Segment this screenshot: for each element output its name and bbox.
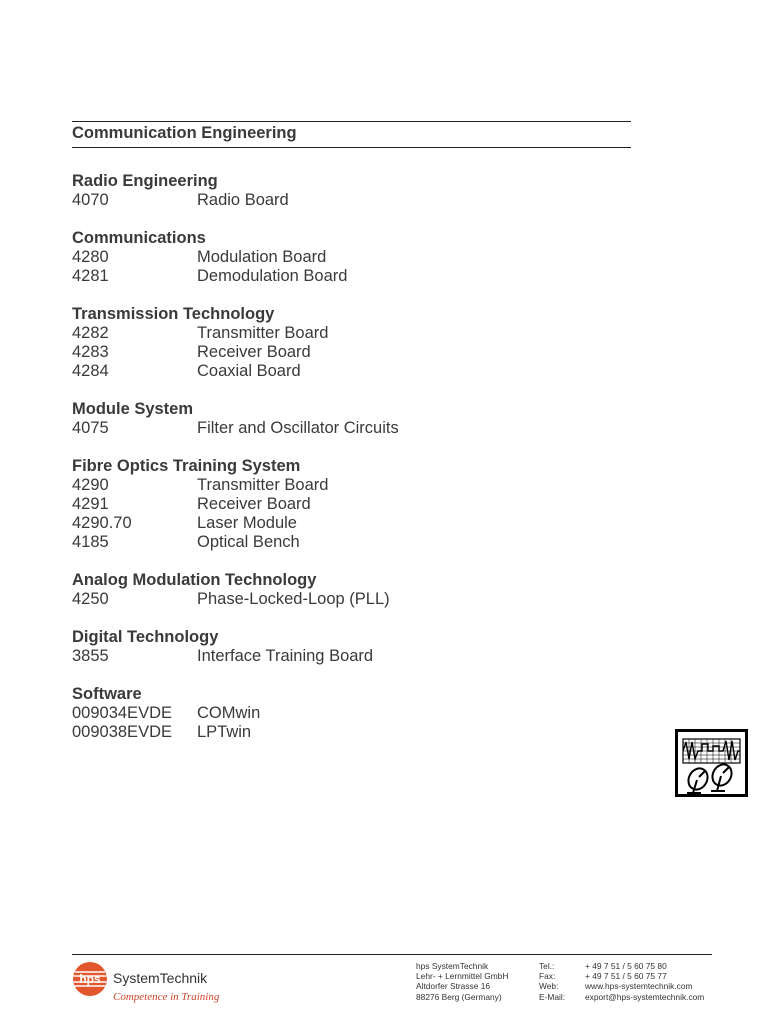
item-name: Receiver Board bbox=[197, 495, 311, 513]
footer-contact-labels bbox=[539, 961, 565, 1002]
catalog-item bbox=[72, 248, 632, 267]
item-name: Transmitter Board bbox=[197, 476, 329, 494]
catalog-item bbox=[72, 191, 632, 210]
catalog-item bbox=[72, 267, 632, 286]
item-name: Coaxial Board bbox=[197, 362, 301, 380]
item-name: Filter and Oscillator Circuits bbox=[197, 419, 399, 437]
item-name: Transmitter Board bbox=[197, 324, 329, 342]
address-line: 88276 Berg (Germany) bbox=[416, 991, 502, 1002]
item-name: Radio Board bbox=[197, 191, 289, 209]
footer-divider bbox=[72, 954, 712, 955]
item-name: Optical Bench bbox=[197, 533, 300, 551]
catalog-item bbox=[72, 533, 632, 552]
catalog-section bbox=[72, 229, 632, 286]
contact-value[interactable]: www.hps-systemtechnik.com bbox=[585, 981, 693, 992]
address-line: Lehr- + Lernmittel GmbH bbox=[416, 971, 509, 982]
hps-logo-icon bbox=[72, 961, 108, 997]
product-catalog bbox=[72, 172, 632, 761]
catalog-item bbox=[72, 343, 632, 362]
contact-value: + 49 7 51 / 5 60 75 77 bbox=[585, 971, 667, 982]
contact-label: Tel.: bbox=[539, 961, 555, 971]
communication-antenna-dish-icon bbox=[675, 729, 748, 797]
item-code: 4075 bbox=[72, 419, 109, 437]
item-code: 4185 bbox=[72, 533, 109, 551]
footer-address bbox=[416, 961, 508, 1002]
item-name: Modulation Board bbox=[197, 248, 327, 266]
item-name: Phase-Locked-Loop (PLL) bbox=[197, 590, 390, 608]
section-heading: Digital Technology bbox=[72, 628, 219, 646]
catalog-item bbox=[72, 362, 632, 381]
address-line: hps SystemTechnik bbox=[416, 961, 489, 971]
item-name: Receiver Board bbox=[197, 343, 311, 361]
item-code: 4280 bbox=[72, 248, 109, 266]
section-heading: Software bbox=[72, 685, 142, 703]
item-code: 4283 bbox=[72, 343, 109, 361]
catalog-item bbox=[72, 590, 632, 609]
catalog-section bbox=[72, 457, 632, 552]
catalog-section bbox=[72, 305, 632, 381]
section-heading: Analog Modulation Technology bbox=[72, 571, 317, 589]
catalog-item bbox=[72, 704, 632, 723]
logo-brand: SystemTechnik bbox=[113, 970, 208, 986]
item-code: 4281 bbox=[72, 267, 109, 285]
logo-tagline: Competence in Training bbox=[113, 991, 220, 1003]
section-heading: Communications bbox=[72, 229, 206, 247]
contact-value[interactable]: export@hps-systemtechnik.com bbox=[585, 991, 705, 1002]
catalog-section bbox=[72, 571, 632, 609]
item-code: 009038EVDE bbox=[72, 723, 172, 741]
section-heading: Radio Engineering bbox=[72, 172, 218, 190]
section-heading: Fibre Optics Training System bbox=[72, 457, 301, 475]
footer-contact-values bbox=[585, 961, 704, 1002]
item-code: 3855 bbox=[72, 647, 109, 665]
catalog-item bbox=[72, 723, 632, 742]
title-rule-top bbox=[72, 121, 631, 122]
address-line: Altdorfer Strasse 16 bbox=[416, 981, 491, 992]
catalog-section bbox=[72, 400, 632, 438]
catalog-item bbox=[72, 514, 632, 533]
logo-mark: hps bbox=[79, 972, 101, 986]
contact-value: + 49 7 51 / 5 60 75 80 bbox=[585, 961, 667, 971]
contact-label: Web: bbox=[539, 981, 559, 992]
item-name: COMwin bbox=[197, 704, 261, 722]
item-name: LPTwin bbox=[197, 723, 252, 741]
section-heading: Module System bbox=[72, 400, 194, 418]
catalog-item bbox=[72, 419, 632, 438]
catalog-item bbox=[72, 476, 632, 495]
item-code: 4290.70 bbox=[72, 514, 132, 532]
section-heading: Transmission Technology bbox=[72, 305, 275, 323]
catalog-item bbox=[72, 495, 632, 514]
contact-label: Fax: bbox=[539, 971, 556, 982]
company-logo bbox=[72, 961, 252, 1009]
contact-label: E-Mail: bbox=[539, 991, 566, 1002]
catalog-item bbox=[72, 324, 632, 343]
catalog-item bbox=[72, 647, 632, 666]
item-name: Interface Training Board bbox=[197, 647, 374, 665]
page-title: Communication Engineering bbox=[72, 124, 297, 142]
title-rule-bottom bbox=[72, 147, 631, 148]
catalog-section bbox=[72, 685, 632, 742]
item-code: 009034EVDE bbox=[72, 704, 172, 722]
item-code: 4291 bbox=[72, 495, 109, 513]
item-code: 4250 bbox=[72, 590, 109, 608]
item-name: Laser Module bbox=[197, 514, 297, 532]
item-code: 4290 bbox=[72, 476, 109, 494]
item-name: Demodulation Board bbox=[197, 267, 348, 285]
catalog-section bbox=[72, 172, 632, 210]
item-code: 4070 bbox=[72, 191, 109, 209]
catalog-section bbox=[72, 628, 632, 666]
item-code: 4282 bbox=[72, 324, 109, 342]
item-code: 4284 bbox=[72, 362, 109, 380]
